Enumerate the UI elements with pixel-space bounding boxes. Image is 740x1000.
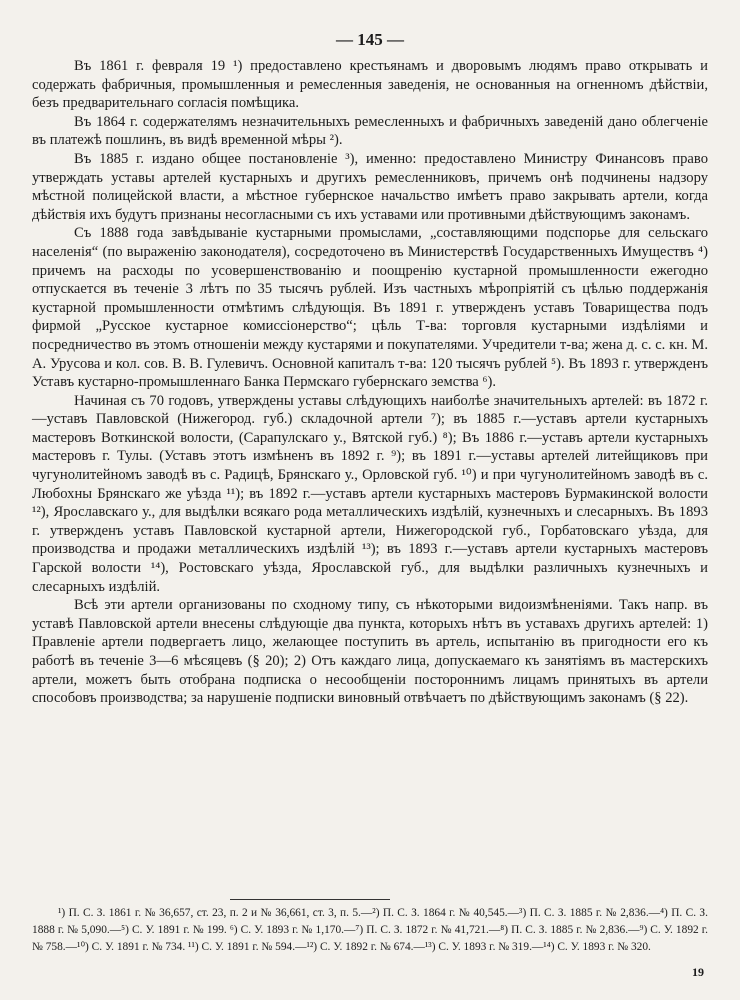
- main-text: [32, 57, 708, 708]
- footnotes: ¹) П. С. З. 1861 г. № 36,657, ст. 23, п. 2 и № 36,661, ст. 3, п. 5.—²) П. С. З. 1864 г. № 40,545.—³) П. С. З. 1885 г. № 2,836.—⁴) П. С. З. 1888 г. № 5,090.—⁵) С. У. 1891 г. № 199. ⁶) С. У. 1893 г. № 1,170.—⁷) П. С. З. 1872 г. № 41,721.—⁸) П. С. З. 1885 г. № 2,836.—⁹) С. У. 1892 г. № 758.—¹⁰) С. У. 1891 г. № 734. ¹¹) С. У. 1891 г. № 594.—¹²) С. У. 1892 г. № 674.—¹³) С. У. 1893 г. № 319.—¹⁴) С. У. 1893 г. № 320.: [32, 907, 708, 953]
- paragraph: Начиная съ 70 годовъ, утверждены уставы слѣдующихъ наиболѣе значительныхъ артелей: въ 1872 г.—уставъ Павловской (Нижегород. губ.) складочной артели ⁷); въ 1885 г.—уставъ артели кустарныхъ мастеровъ Воткинской волости, (Сарапулскаго у., Вятской губ.) ⁸); Въ 1886 г.—уставъ артели кустарныхъ мастеровъ г. Тулы. (Уставъ этотъ измѣненъ въ 1892 г. ⁹); въ 1891 г.—уставы артелей литейщиковъ при чугунолитейномъ заводѣ въ с. Радицѣ, Брянскаго у., Орловской губ. ¹⁰) и при чугунолитейномъ заводѣ въ с. Любохны Брянскаго же уѣзда ¹¹); въ 1892 г.—уставъ артели кустарныхъ мастеровъ Бурмакинской волости ¹²), Ярославскаго у., для выдѣлки всякаго рода металлическихъ издѣлій, кузнечныхъ и слесарныхъ. Въ 1893 г. утвержденъ уставъ Павловской кустарной артели, Нижегородской губ., Горбатовскаго уѣзда, для производства и продажи металлическихъ издѣлій ¹³); въ 1893 г.—уставъ артели кустарныхъ мастеровъ Гарской волости ¹⁴), Ростовскаго уѣзда, Ярославской губ., для выдѣлки различныхъ кузнечныхъ и слесарныхъ издѣлій.: [32, 392, 708, 595]
- paragraph: Съ 1888 года завѣдываніе кустарными промыслами, „составляющими подспорье для сельскаго населенія“ (по выраженію законодателя), сосредоточено въ Министерствѣ Государственныхъ Имуществъ ⁴) причемъ на расходы по усовершенствованію и поощренію кустарной промышленности ежегодно отпускается въ теченіе 3 лѣтъ по 35 тысячъ рублей. Изъ частныхъ мѣропріятій съ цѣлью поддержанія кустарной промышленности отмѣтимъ слѣдующія. Въ 1891 г. утвержденъ уставъ Товарищества подъ фирмой „Русское кустарное комиссіонерство“; цѣль Т-ва: торговля кустарными издѣліями и посредничество въ этомъ отношеніи между кустарями и покупателями. Учредители т-ва; жена д. с. с. кн. М. А. Урусова и кол. сов. В. В. Гулевичъ. Основной капиталъ т-ва: 120 тысячъ рублей ⁵). Въ 1893 г. утвержденъ Уставъ кустарно-промышленнаго Банка Пермскаго губернскаго земства ⁶).: [32, 225, 708, 391]
- paragraph: Всѣ эти артели организованы по сходному типу, съ нѣкоторыми видоизмѣненіями. Такъ напр. въ уставѣ Павловской артели внесены слѣдующіе два пункта, которыхъ нѣтъ въ уставахъ другихъ артелей: 1) Правленіе артели подвергаетъ лицо, желающее поступить въ артель, испытанію въ пригодности его къ работѣ въ теченіе 3—6 мѣсяцевъ (§ 20); 2) Отъ каждаго лица, допускаемаго къ занятіямъ въ мастерскихъ артели, можетъ быть отобрана подписка о несообщеніи постороннимъ лицамъ принятыхъ въ артели способовъ производства; за нарушеніе подписки виновный отвѣчаетъ по дѣйствующимъ законамъ (§ 22).: [32, 597, 708, 707]
- footnote-divider: [230, 899, 390, 900]
- page-number: — 145 —: [336, 30, 404, 49]
- signature-mark: 19: [692, 965, 704, 979]
- paragraph: Въ 1861 г. февраля 19 ¹) предоставлено крестьянамъ и дворовымъ людямъ право открывать и содержать фабричныя, промышленныя и ремесленныя заведенія, не основанныя на огненномъ дѣйствіи, безъ предварительнаго согласія помѣщика.: [32, 58, 708, 112]
- paragraph: Въ 1885 г. издано общее постановленіе ³), именно: предоставлено Министру Финансовъ право утверждать уставы артелей кустарныхъ и другихъ ремесленниковъ, причемъ онѣ подчинены надзору мѣстной полицейской власти, а мѣстное губернское начальство имѣетъ право закрывать артели, когда дѣйствія ихъ будутъ признаны несогласными съ ихъ уставами или противными дѣйствующимъ законамъ.: [32, 150, 708, 223]
- paragraph: Въ 1864 г. содержателямъ незначительныхъ ремесленныхъ и фабричныхъ заведеній дано облегченіе въ платежѣ пошлинъ, въ видѣ временной мѣры ²).: [32, 113, 708, 149]
